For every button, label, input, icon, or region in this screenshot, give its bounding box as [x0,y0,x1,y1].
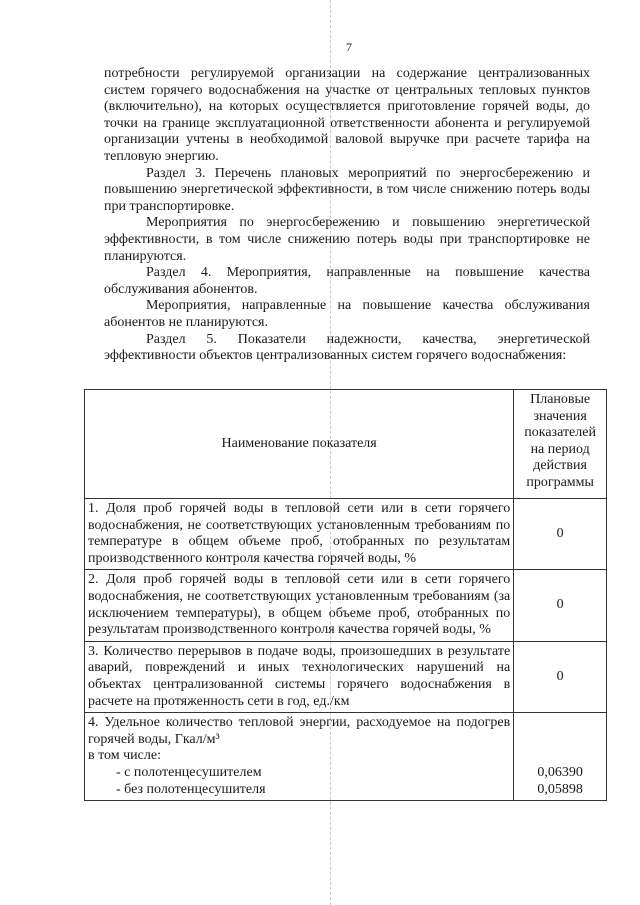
indicator-4-sub-with-towel-dryer: - с полотенцесушителем [116,764,262,780]
indicator-2-value: 0 [514,570,607,641]
indicator-4-cell [85,713,514,801]
indicator-4-values [514,713,607,801]
document-body [104,66,590,365]
table-row [85,641,607,712]
table-header-row [85,390,607,499]
indicators-table [84,389,607,801]
table-row [85,570,607,641]
indicator-1-name: 1. Доля проб горячей воды в тепловой сети или в сети горячего водоснабжения, не соответствующих установленным требованиям по температуре в общем объеме проб, отобранных по результатам производственного контроля качества горячей воды, % [85,499,514,570]
table-row [85,499,607,570]
indicator-4-including: в том числе: [88,748,161,764]
indicator-3-name: 3. Количество перерывов в подаче воды, произошедших в результате аварий, повреждений и иных технологических нарушений на объектах централизованной системы горячего водоснабжения в расчете на протяженность сети в год, ед./км [85,641,514,712]
paragraph-section-4: Раздел 4. Мероприятия, направленные на повышение качества обслуживания абонентов. [104,265,590,297]
paragraph-section-5: Раздел 5. Показатели надежности, качества, энергетической эффективности объектов централизованных систем горячего водоснабжения: [104,331,590,364]
header-indicator-name: Наименование показателя [85,390,514,499]
indicator-4-value-with-towel-dryer: 0,06390 [537,764,583,780]
indicator-4-name: 4. Удельное количество тепловой энергии, расходуемое на подогрев горячей воды, Гкал/м³ [88,715,511,747]
paragraph-section-3: Раздел 3. Перечень плановых мероприятий по энергосбережению и повышению энергетической эффективности, в том числе снижению потерь воды при транспортировке. [104,165,590,214]
indicator-3-value: 0 [514,641,607,712]
indicator-4-value-without-towel-dryer: 0,05898 [537,781,583,797]
indicator-4-sub-without-towel-dryer: - без полотенцесушителя [116,781,266,797]
paragraph-section-4-measures: Мероприятия, направленные на повышение качества обслуживания абонентов не планируются. [104,298,590,330]
indicator-1-value: 0 [514,499,607,570]
paragraph-section-3-measures: Мероприятия по энергосбережению и повышению энергетической эффективности, в том числе снижению потерь воды при транспортировке не планируются. [104,215,590,264]
header-planned-values: Плановые значения показателей на период действия программы [514,390,607,499]
paragraph-1: потребности регулируемой организации на содержание централизованных систем горячего водоснабжения на участке от центральных тепловых пунктов (включительно), на которых осуществляется приготовление горячей воды, до точки на границе эксплуатационной ответственности абонента и регулируемой организации учтены в необходимой валовой выручке при расчете тарифа на тепловую энергию. [104,66,590,164]
table-row [85,713,607,801]
page-number: 7 [346,40,352,54]
indicator-2-name: 2. Доля проб горячей воды в тепловой сети или в сети горячего водоснабжения, не соответствующих установленным требованиям (за исключением температуры), в общем объеме проб, отобранных по результатам производственного контроля качества горячей воды, % [85,570,514,641]
